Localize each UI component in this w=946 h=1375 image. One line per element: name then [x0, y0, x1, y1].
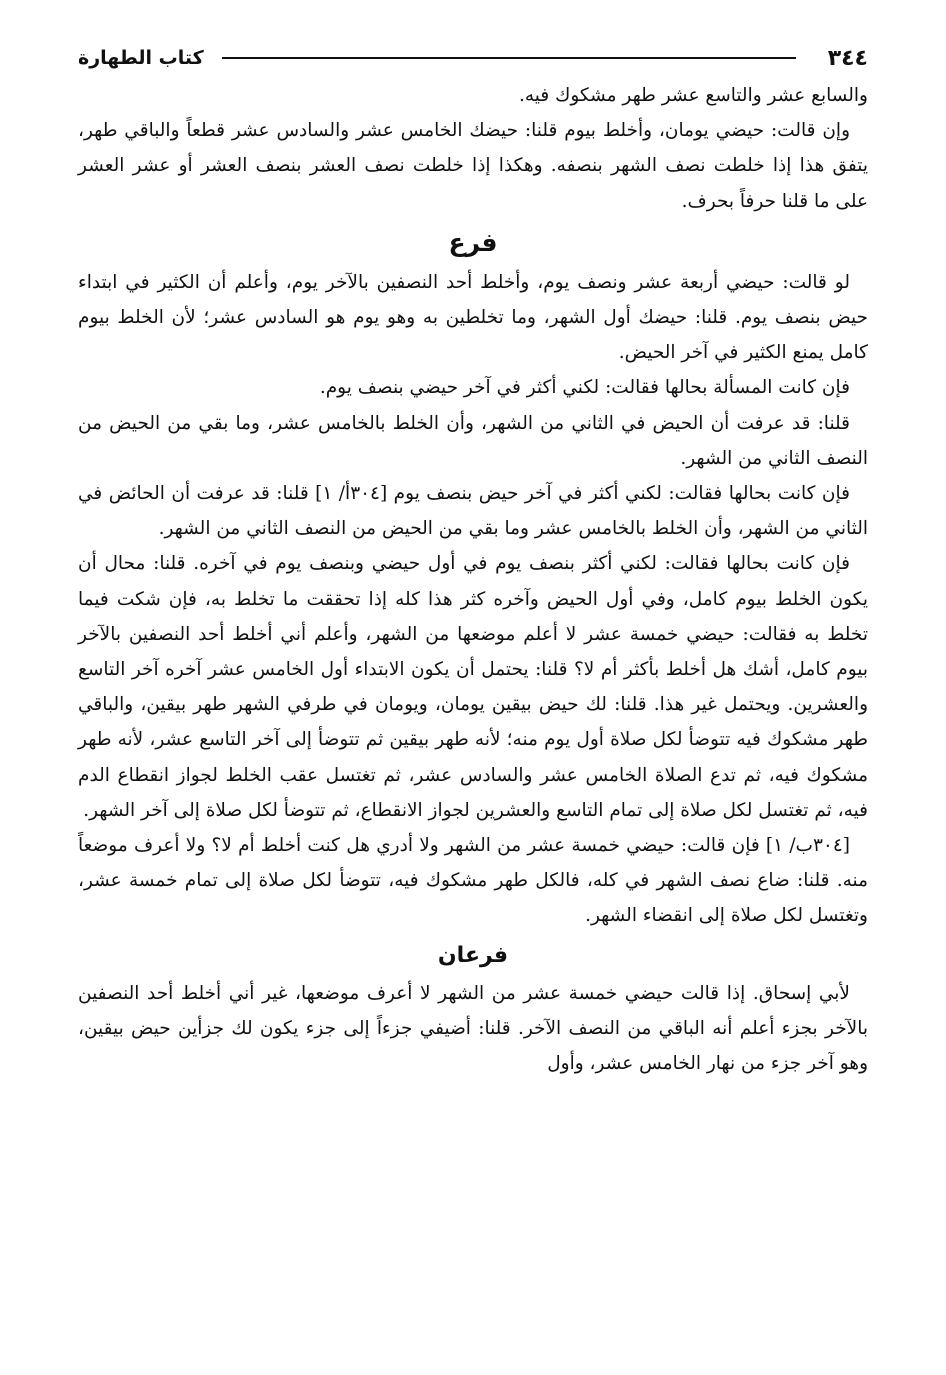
paragraph: والسابع عشر والتاسع عشر طهر مشكوك فيه.: [518, 85, 868, 106]
paragraph: لأبي إسحاق. إذا قالت حيضي خمسة عشر من الشهر لا أعرف موضعها، غير أني أخلط أحد النصفين بالآخر بجزء أعلم أنه الباقي من النصف الآخر. قلنا: أضيفي جزءاً إلى جزء يكون لك جزأين حيض بيقين، وهو آخر جزء من نهار الخامس عشر، وأول: [78, 982, 868, 1075]
section-heading: فرعان: [437, 942, 509, 968]
page-number: ٣٤٤: [827, 45, 868, 71]
header-rule: [222, 57, 796, 59]
paragraph: فإن كانت بحالها فقالت: لكني أكثر بنصف يوم في أول حيضي وبنصف يوم في آخره. قلنا: محال أن يكون الخلط بيوم كامل، وفي أول الحيض وآخره كثر هذا كله إذا تحققت ما تخلط به، فإن شكت فيما تخلط به فقالت: حيضي خمسة عشر لا أعلم موضعها من الشهر، وأعلم أني أخلط أحد النصفين بالآخر بيوم كامل، أشك هل أخلط بأكثر أم لا؟ قلنا: يحتمل أن يكون الابتداء أول الخامس عشر آخره آخر التاسع والعشرين. ويحتمل غير هذا. قلنا: لك حيض بيقين يومان، ويومان في طرفي الشهر طهر بيقين، والباقي طهر مشكوك فيه تتوضأ لكل صلاة أول يوم منه؛ لأنه طهر بيقين ثم تتوضأ إلى آخر التاسع عشر، لأنه طهر مشكوك فيه، ثم تدع الصلاة الخامس عشر والسادس عشر، ثم تغتسل عقب الخلط لجواز انقطاع الدم فيه، ثم تغتسل لكل صلاة إلى تمام التاسع والعشرين لجواز الانقطاع، ثم تتوضأ لكل صلاة إلى آخر الشهر.: [78, 553, 868, 821]
paragraph: فإن كانت بحالها فقالت: لكني أكثر في آخر حيض بنصف يوم [٣٠٤أ/ ١] قلنا: قد عرفت أن الحائض في الثاني من الشهر، وأن الخلط بالخامس عشر وما بقي من الحيض من النصف الثاني من الشهر.: [78, 483, 868, 540]
section-heading: فرع: [448, 227, 498, 257]
paragraph: وإن قالت: حيضي يومان، وأخلط بيوم قلنا: حيضك الخامس عشر والسادس عشر قطعاً والباقي طهر، يتفق هذا إذا خلطت نصف الشهر بنصفه. وهكذا إذا خلطت نصف العشر بنصف العشر أو عشر العشر على ما قلنا حرفاً بحرف.: [78, 120, 868, 212]
paragraph: قلنا: قد عرفت أن الحيض في الثاني من الشهر، وأن الخلط بالخامس عشر، وما بقي من الحيض من النصف الثاني من الشهر.: [78, 412, 868, 469]
book-page: [78, 38, 868, 1081]
paragraph: لو قالت: حيضي أربعة عشر ونصف يوم، وأخلط أحد النصفين بالآخر يوم، وأعلم أن الكثير في ابتداء حيض بنصف يوم. قلنا: حيضك أول الشهر، وما تخلطين به وهو يوم هو السادس عشر؛ لأن الخلط بيوم كامل يمنع الكثير في آخر الحيض.: [78, 271, 868, 364]
running-header: [78, 38, 868, 78]
paragraph: فإن كانت المسألة بحالها فقالت: لكني أكثر في آخر حيضي بنصف يوم.: [319, 377, 850, 399]
book-title: كتاب الطهارة: [78, 47, 204, 69]
page-body: [78, 78, 868, 1081]
paragraph: [٣٠٤ب/ ١] فإن قالت: حيضي خمسة عشر من الشهر ولا أدري هل كنت أخلط أم لا؟ ولا أعرف موضعاً منه. قلنا: ضاع نصف الشهر في كله، فالكل طهر مشكوك فيه، تتوضأ لكل صلاة إلى تمام خمسة عشر، وتغتسل لكل صلاة إلى انقضاء الشهر.: [78, 835, 868, 927]
